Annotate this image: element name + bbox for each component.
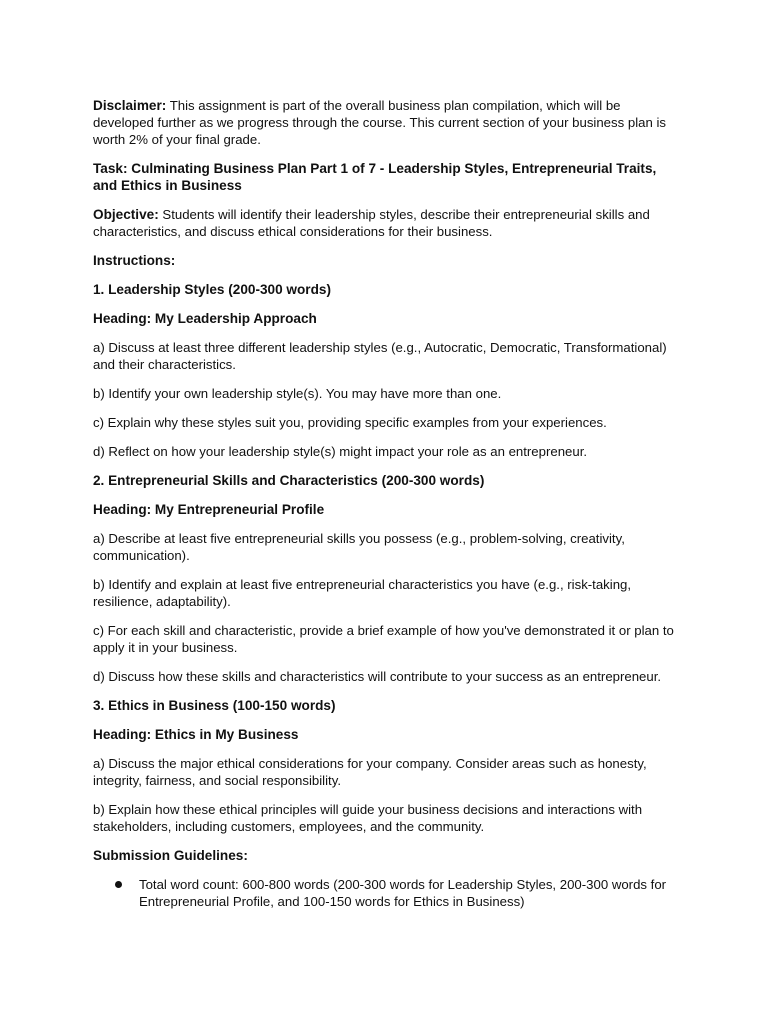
instruction-item: b) Identify and explain at least five entrepreneurial characteristics you have (e.g., risk-taking, resilience, adaptability). <box>93 577 632 609</box>
document-page <box>93 97 683 910</box>
instruction-item: d) Reflect on how your leadership style(s) might impact your role as an entrepreneur. <box>93 444 588 459</box>
instruction-item: b) Explain how these ethical principles will guide your business decisions and interactions with stakeholders, including customers, employees, and the community. <box>93 802 643 834</box>
section-title: 2. Entrepreneurial Skills and Characteristics (200-300 words) <box>93 473 485 488</box>
section-heading: Heading: Ethics in My Business <box>93 727 299 742</box>
section-heading: Heading: My Leadership Approach <box>93 311 317 326</box>
objective-text: Students will identify their leadership styles, describe their entrepreneurial skills and characteristics, and discuss ethical considerations for their business. <box>93 207 650 239</box>
bullet-icon <box>115 881 122 888</box>
instructions-heading: Instructions: <box>93 253 176 268</box>
section-title: 1. Leadership Styles (200-300 words) <box>93 282 331 297</box>
objective-label: Objective: <box>93 207 159 222</box>
instruction-item: a) Discuss at least three different leadership styles (e.g., Autocratic, Democratic, Transformational) and their characteristics. <box>93 340 667 372</box>
section-heading: Heading: My Entrepreneurial Profile <box>93 502 325 517</box>
instruction-item: c) Explain why these styles suit you, providing specific examples from your experiences. <box>93 415 607 430</box>
disclaimer-text: This assignment is part of the overall business plan compilation, which will be developed further as we progress through the course. This current section of your business plan is worth 2% of your final grade. <box>93 98 666 147</box>
submission-heading: Submission Guidelines: <box>93 848 248 863</box>
task-title: Task: Culminating Business Plan Part 1 of 7 - Leadership Styles, Entrepreneurial Traits, and Ethics in Business <box>93 161 657 193</box>
disclaimer-paragraph <box>93 97 683 148</box>
submission-bullet-list <box>93 876 683 910</box>
objective-paragraph <box>93 206 683 240</box>
submission-bullet-item <box>93 876 683 910</box>
disclaimer-label: Disclaimer: <box>93 98 167 113</box>
section-title: 3. Ethics in Business (100-150 words) <box>93 698 336 713</box>
instruction-item: b) Identify your own leadership style(s). You may have more than one. <box>93 386 502 401</box>
submission-bullet-text: Total word count: 600-800 words (200-300 words for Leadership Styles, 200-300 words for Entrepreneurial Profile, and 100-150 words for Ethics in Business) <box>139 877 667 909</box>
instruction-item: d) Discuss how these skills and characteristics will contribute to your success as an entrepreneur. <box>93 669 662 684</box>
instruction-item: a) Describe at least five entrepreneurial skills you possess (e.g., problem-solving, creativity, communication). <box>93 531 625 563</box>
instruction-item: a) Discuss the major ethical considerations for your company. Consider areas such as honesty, integrity, fairness, and social responsibility. <box>93 756 647 788</box>
instruction-item: c) For each skill and characteristic, provide a brief example of how you've demonstrated it or plan to apply it in your business. <box>93 623 674 655</box>
